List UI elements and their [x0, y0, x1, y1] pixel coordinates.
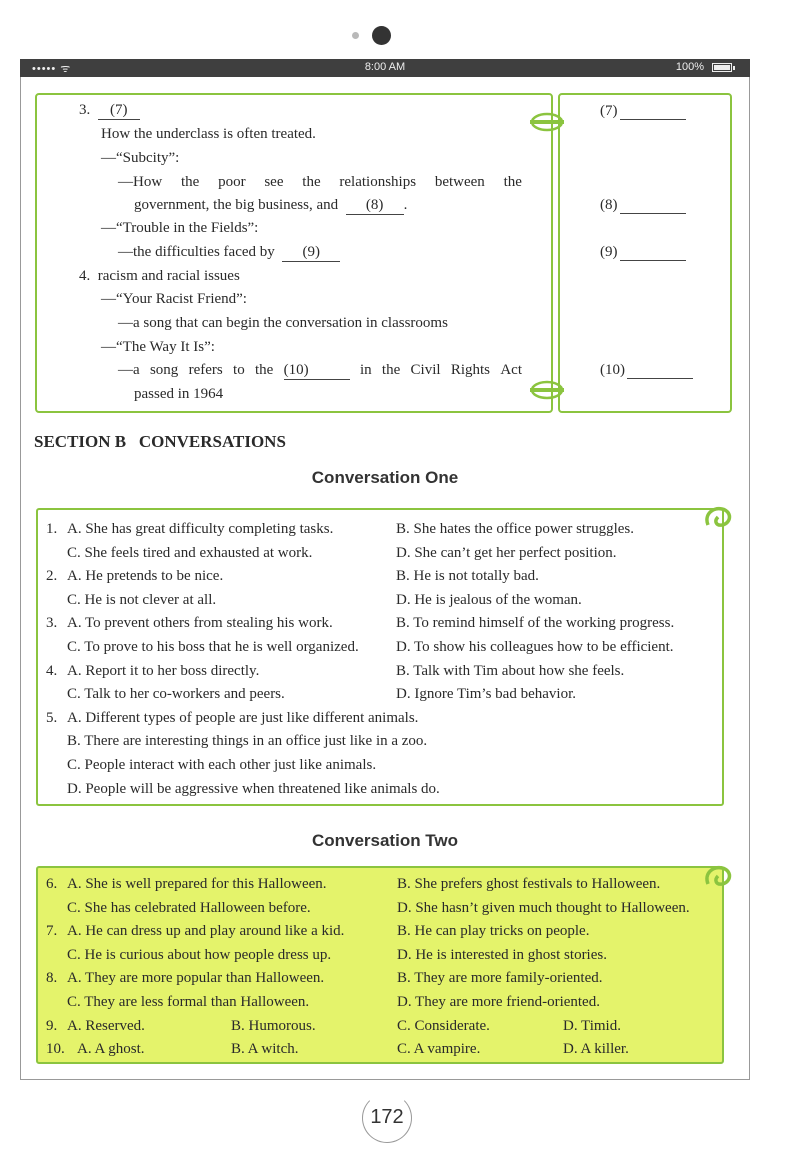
question-number: 9.: [46, 1017, 58, 1034]
battery-icon: [712, 63, 732, 72]
question-number: 10.: [46, 1041, 65, 1058]
notes-line: —“Your Racist Friend”:: [101, 291, 247, 307]
page-number: 172: [362, 1093, 412, 1143]
answer-option[interactable]: B. They are more family-oriented.: [397, 970, 603, 987]
battery-percent: 100%: [675, 61, 704, 73]
notes-line: —“The Way It Is”:: [101, 339, 215, 355]
answer-option[interactable]: B. He is not totally bad.: [396, 568, 539, 585]
status-bar: [20, 59, 750, 77]
answer-option[interactable]: D. Timid.: [563, 1017, 621, 1034]
page-dot-active[interactable]: [372, 26, 391, 45]
conversation-one-title: Conversation One: [311, 468, 459, 487]
answer-option[interactable]: B. To remind himself of the working progress.: [396, 615, 675, 632]
answer-option[interactable]: A. He pretends to be nice.: [67, 568, 224, 585]
question-number: 2.: [46, 568, 58, 585]
notes-line: —“Subcity”:: [101, 150, 180, 166]
answer-option[interactable]: C. He is not clever at all.: [67, 591, 217, 608]
status-time: 8:00 AM: [364, 61, 406, 73]
notes-line: —a song refers to the (10) in the Civil Rights Act: [118, 362, 522, 378]
blank-10: (10): [284, 361, 350, 380]
answer-option[interactable]: B. Humorous.: [231, 1017, 316, 1034]
answer-option[interactable]: B. She hates the office power struggles.: [396, 521, 635, 537]
answer-option[interactable]: A. A ghost.: [77, 1041, 145, 1058]
answer-option[interactable]: A. He can dress up and play around like a kid.: [67, 923, 345, 940]
answer-option[interactable]: D. She hasn’t given much thought to Halloween.: [397, 899, 690, 916]
answer-option[interactable]: C. A vampire.: [397, 1041, 481, 1058]
answer-option[interactable]: D. To show his colleagues how to be efficient.: [396, 639, 674, 655]
answer-option[interactable]: C. They are less formal than Halloween.: [67, 994, 310, 1010]
notes-line: How the underclass is often treated.: [101, 126, 316, 142]
answer-option[interactable]: A. Reserved.: [67, 1017, 145, 1034]
notes-line: passed in 1964: [134, 386, 224, 402]
answer-line-10[interactable]: (10): [600, 361, 693, 379]
notes-item-3: 3. (7): [79, 101, 140, 120]
question-number: 5.: [46, 709, 58, 726]
answer-option[interactable]: A. Different types of people are just like different animals.: [67, 709, 419, 726]
answer-option[interactable]: C. She has celebrated Halloween before.: [67, 899, 311, 916]
answer-option[interactable]: C. Considerate.: [397, 1017, 490, 1034]
binder-ring-icon: [527, 111, 567, 133]
answer-option[interactable]: B. He can play tricks on people.: [397, 923, 590, 940]
answer-line-8[interactable]: (8): [600, 196, 686, 214]
answer-option[interactable]: C. People interact with each other just like animals.: [67, 757, 377, 773]
answer-option[interactable]: B. A witch.: [231, 1041, 299, 1058]
answer-option[interactable]: A. She has great difficulty completing tasks.: [67, 521, 334, 537]
answer-option[interactable]: C. Talk to her co-workers and peers.: [67, 686, 285, 703]
curl-icon: [700, 862, 736, 890]
question-number: 1.: [46, 521, 58, 537]
answer-option[interactable]: A. She is well prepared for this Halloween.: [67, 876, 327, 892]
question-number: 6.: [46, 876, 58, 892]
answer-option[interactable]: D. He is jealous of the woman.: [396, 591, 582, 608]
question-number: 4.: [46, 662, 58, 679]
answer-option[interactable]: A. They are more popular than Halloween.: [67, 970, 325, 987]
curl-icon: [700, 503, 736, 531]
page-indicator: [352, 24, 412, 48]
answer-option[interactable]: C. She feels tired and exhausted at work.: [67, 544, 313, 561]
signal-icon: ••••• ᯤ: [32, 63, 72, 75]
answer-option[interactable]: B. Talk with Tim about how she feels.: [396, 662, 625, 679]
notes-line: government, the big business, and (8) .: [134, 197, 408, 213]
answer-option[interactable]: D. Ignore Tim’s bad behavior.: [396, 686, 576, 703]
answer-option[interactable]: B. There are interesting things in an office just like in a zoo.: [67, 733, 428, 750]
answer-option[interactable]: A. Report it to her boss directly.: [67, 662, 260, 679]
question-number: 3.: [46, 615, 58, 632]
notes-line: —“Trouble in the Fields”:: [101, 220, 259, 236]
answer-option[interactable]: D. They are more friend-oriented.: [397, 994, 600, 1010]
blank-8: (8): [346, 196, 404, 215]
answer-line-7[interactable]: (7): [600, 102, 686, 120]
conversation-two-title: Conversation Two: [311, 831, 459, 850]
blank-7: (7): [98, 101, 140, 120]
page-dot-inactive[interactable]: [352, 32, 359, 39]
answer-option[interactable]: D. A killer.: [563, 1041, 629, 1058]
blank-9: (9): [282, 243, 340, 262]
answer-option[interactable]: C. To prove to his boss that he is well organized.: [67, 639, 359, 655]
section-heading: SECTION B CONVERSATIONS: [34, 432, 286, 451]
question-number: 7.: [46, 923, 58, 940]
notes-line: —the difficulties faced by (9): [118, 243, 340, 262]
binder-ring-icon: [527, 379, 567, 401]
answer-option[interactable]: D. He is interested in ghost stories.: [397, 946, 607, 963]
question-number: 8.: [46, 970, 58, 987]
answer-option[interactable]: C. He is curious about how people dress up.: [67, 946, 332, 963]
notes-item-4: 4. racism and racial issues: [79, 268, 240, 284]
answer-option[interactable]: D. She can’t get her perfect position.: [396, 544, 617, 561]
answer-option[interactable]: A. To prevent others from stealing his work.: [67, 615, 333, 632]
answer-line-9[interactable]: (9): [600, 243, 686, 261]
answer-option[interactable]: B. She prefers ghost festivals to Halloween.: [397, 876, 661, 892]
answer-option[interactable]: D. People will be aggressive when threatened like animals do.: [67, 780, 440, 797]
notes-line: —How the poor see the relationships between the: [118, 174, 522, 190]
notes-line: —a song that can begin the conversation in classrooms: [118, 315, 448, 331]
